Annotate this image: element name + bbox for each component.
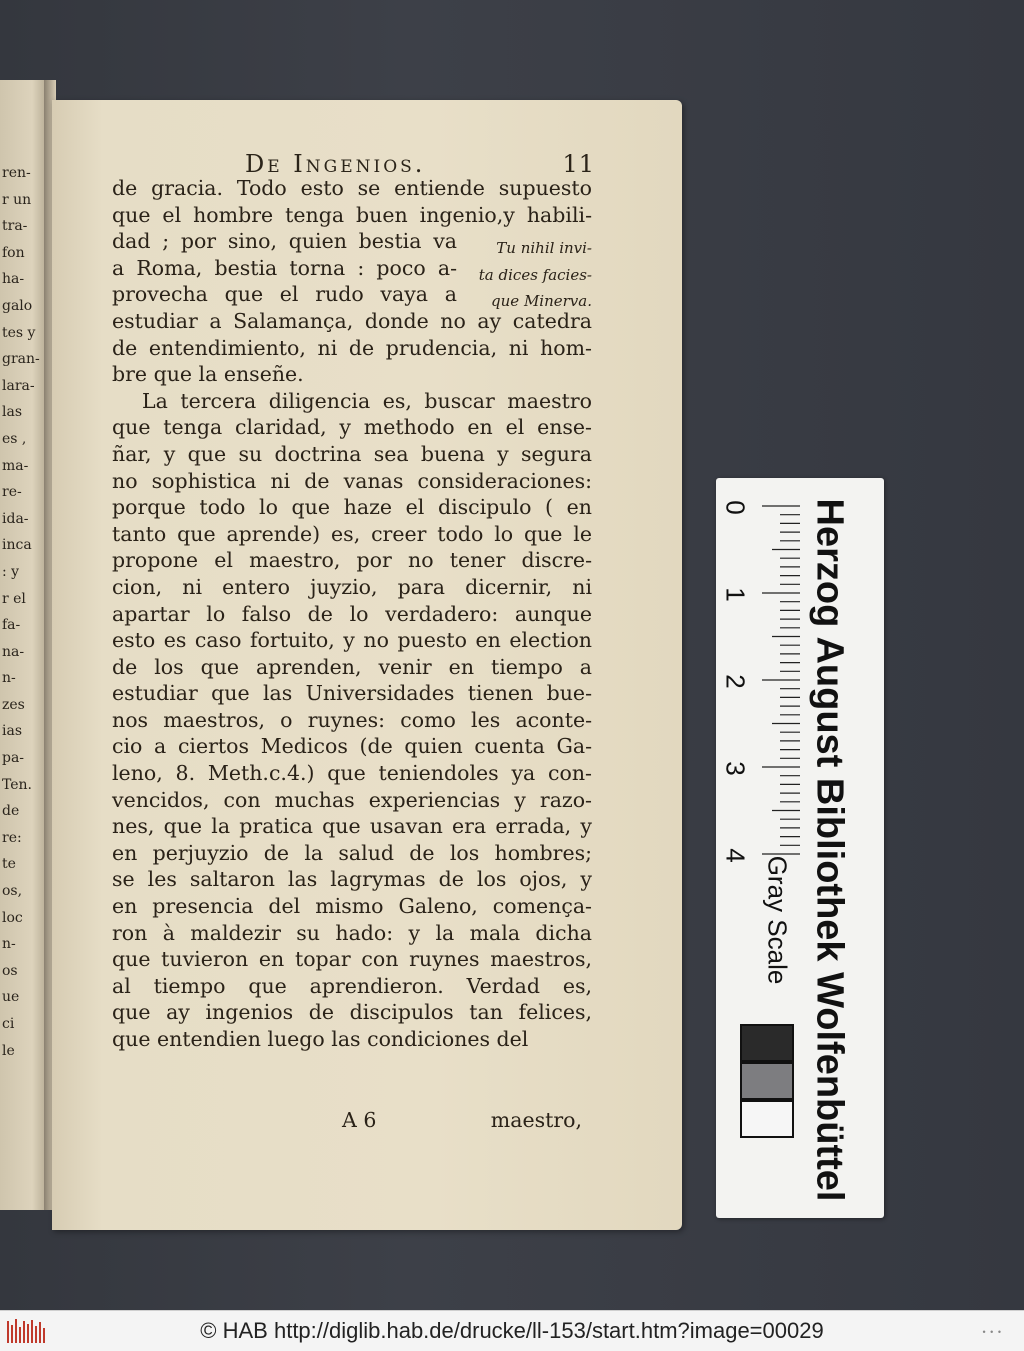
institution-label: Herzog August Bibliothek Wolfenbüttel: [808, 498, 851, 1202]
text-line: ñar, y que su doctrina sea buena y segura: [112, 441, 592, 466]
text-line: ron à maldezir su hado: y la mala dicha: [112, 920, 592, 945]
text-line: que el hombre tenga buen ingenio,y habili-: [112, 202, 592, 227]
marginal-note-line: ta dices facies-: [478, 265, 592, 284]
text-line: bre que la enseñe.: [112, 362, 304, 387]
fragment-line: ren-: [2, 165, 31, 181]
fragment-line: las: [2, 404, 23, 421]
running-head: [245, 150, 595, 178]
marginal-note-line: Tu nihil invi-: [496, 239, 592, 257]
text-line: en presencia del mismo Galeno, comença-: [112, 894, 592, 919]
fragment-line: re-: [2, 484, 22, 501]
fragment-line: tra-: [2, 218, 28, 235]
fragment-line: zes: [2, 696, 25, 713]
fragment-line: : y: [2, 563, 20, 580]
page-number: 11: [562, 150, 595, 178]
text-line: nes, que la pratica que usavan era errada, y: [112, 814, 592, 839]
fragment-line: ma-: [2, 457, 29, 474]
text-line: de gracia. Todo esto se entiende supuesto: [112, 176, 592, 200]
text-line: no sophistica ni de vanas consideraciones:: [112, 468, 592, 493]
text-line: cion, ni entero juyzio, para dicernir, ni: [112, 574, 592, 599]
text-line: que tuvieron en topar con ruynes maestros,: [112, 947, 592, 972]
fragment-line: r un: [2, 191, 32, 208]
signature-mark: A 6: [342, 1108, 377, 1132]
text-line: de entendimiento, ni de prudencia, ni hom-: [112, 335, 592, 360]
fragment-line: ci: [2, 1016, 15, 1032]
text-line: La tercera diligencia es, buscar maestro: [142, 388, 592, 413]
marginal-note-line: que Minerva.: [491, 292, 592, 311]
fragment-line: de: [2, 803, 20, 820]
previous-page-edge: [0, 80, 46, 1210]
fragment-line: te: [2, 856, 16, 873]
ruler-ticks: [760, 505, 800, 865]
fragment-line: ias: [2, 723, 23, 740]
gray-scale-label: Gray Scale: [762, 855, 793, 985]
gray-swatch: [740, 1024, 794, 1062]
fragment-line: le: [2, 1042, 15, 1059]
viewer-footer-bar: [0, 1310, 1024, 1351]
text-line: se les saltaron las lagrymas de los ojos, y: [112, 867, 592, 892]
fragment-line: es ,: [2, 430, 27, 447]
text-line: porque todo lo que haze el discipulo ( en: [112, 495, 592, 520]
text-line: nos maestros, o ruynes: como les aconte-: [112, 707, 592, 732]
text-line: propone el maestro, por no tener discre-: [112, 548, 592, 573]
text-line: estudiar que las Universidades tienen bue-: [112, 681, 592, 706]
text-line: provecha que el rudo vaya a: [112, 282, 457, 307]
fragment-line: os,: [2, 883, 23, 900]
marginal-note: [452, 235, 592, 315]
fragment-line: gran-: [2, 351, 40, 368]
text-line: que entendien luego las condiciones del: [112, 1027, 529, 1051]
fragment-line: pa-: [2, 750, 25, 767]
text-line: que ay ingenios de discipulos tan felices,: [112, 1000, 592, 1025]
fragment-line: re:: [2, 829, 22, 846]
ruler-number: 4: [720, 848, 751, 863]
text-line: cio a ciertos Medicos (de quien cuenta Ga-: [112, 734, 592, 759]
gray-swatch: [740, 1062, 794, 1100]
fragment-line: lara-: [2, 377, 35, 394]
fragment-line: n-: [2, 670, 16, 687]
gray-swatch: [740, 1100, 794, 1138]
fragment-line: na-: [2, 643, 25, 660]
fragment-line: inca: [2, 537, 32, 554]
text-line: en perjuyzio de la salud de los hombres;: [112, 840, 592, 865]
fragment-line: Ten.: [2, 776, 33, 793]
fragment-line: r el: [2, 590, 26, 607]
text-line: esto es caso fortuito, y no puesto en election: [112, 628, 592, 653]
text-line: apartar lo falso de lo verdadero: aunque: [112, 601, 592, 626]
fragment-line: galo: [2, 297, 33, 314]
fragment-line: os: [2, 962, 18, 979]
fragment-line: fon: [2, 244, 25, 261]
ruler-number: 0: [720, 500, 751, 515]
copyright-url[interactable]: © HAB http://diglib.hab.de/drucke/ll-153/start.htm?image=00029: [200, 1318, 824, 1343]
previous-page-fragments: [2, 160, 46, 1064]
text-line: leno, 8. Meth.c.4.) que teniendoles ya con-: [112, 761, 592, 786]
text-line: de los que aprenden, venir en tiempo a: [112, 654, 592, 679]
ruler-number: 1: [720, 587, 751, 602]
fragment-line: loc: [2, 909, 23, 926]
text-line: tanto que aprende) es, creer todo lo que le: [112, 521, 592, 546]
fragment-line: n-: [2, 936, 16, 953]
footer-dots: • • •: [982, 1327, 1002, 1337]
ruler-number: 3: [720, 761, 751, 776]
text-line: a Roma, bestia torna : poco a-: [112, 255, 457, 280]
fragment-line: tes y: [2, 324, 36, 341]
fragment-line: ida-: [2, 510, 29, 527]
fragment-line: ue: [2, 989, 20, 1006]
catchword: maestro,: [490, 1108, 582, 1132]
ruler-number: 2: [720, 674, 751, 689]
text-line: vencidos, con muchas experiencias y razo-: [112, 787, 592, 812]
fragment-line: fa-: [2, 617, 21, 634]
fragment-line: ha-: [2, 271, 25, 288]
text-line: que tenga claridad, y methodo en el ense-: [112, 415, 592, 440]
text-line: al tiempo que aprendieron. Verdad es,: [112, 973, 592, 998]
text-line: estudiar a Salamança, donde no ay catedra: [112, 308, 592, 333]
running-head-title: De Ingenios.: [245, 150, 426, 178]
text-line: dad ; por sino, quien bestia va: [112, 229, 457, 254]
